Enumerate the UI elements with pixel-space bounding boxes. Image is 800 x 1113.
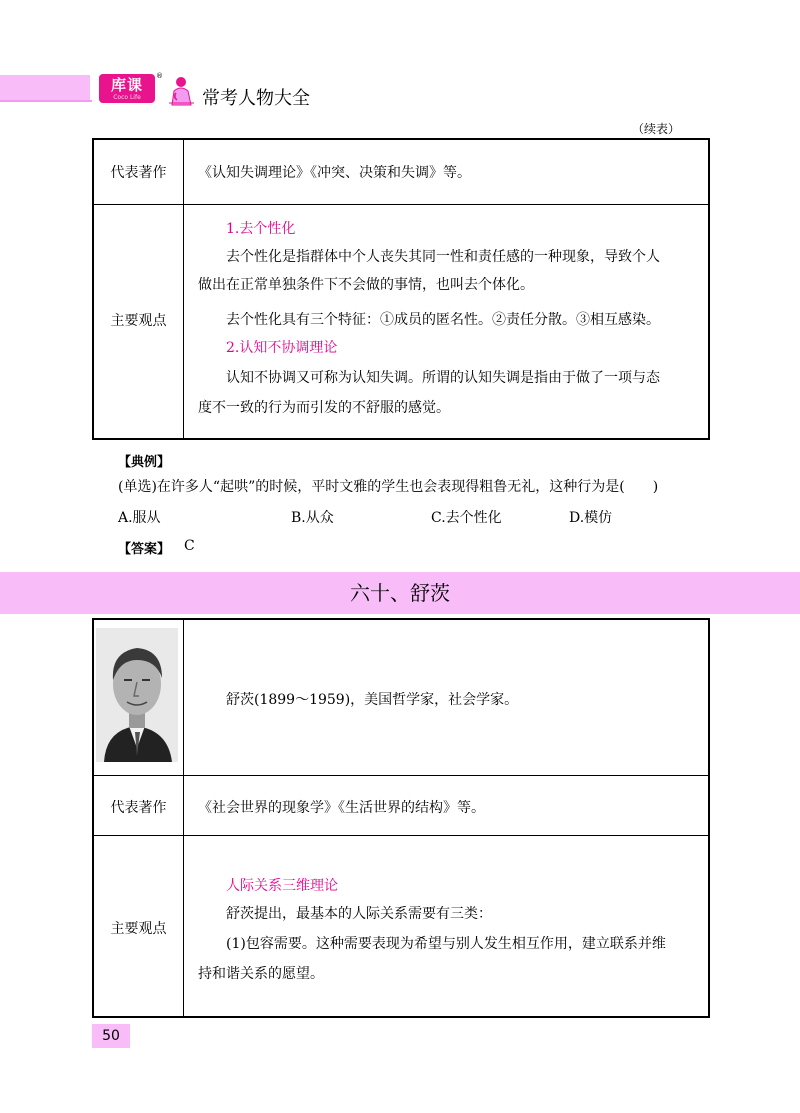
portrait-photo-icon <box>96 628 178 762</box>
subheading-firo-theory: 人际关系三维理论 <box>226 878 338 894</box>
paragraph-line: 去个性化是指群体中个人丧失其同一性和责任感的一种现象，导致个人 <box>226 249 660 265</box>
section-title: 六十、舒茨 <box>350 581 450 605</box>
table-row-divider <box>94 775 708 776</box>
paragraph-line: 持和谐关系的愿望。 <box>198 966 324 982</box>
answer-heading: 【答案】 <box>118 542 171 557</box>
continued-table-note: （续表） <box>632 122 681 136</box>
works-label: 代表著作 <box>110 800 167 816</box>
table-column-divider <box>183 140 184 438</box>
example-heading: 【典例】 <box>118 455 171 470</box>
views-label: 主要观点 <box>110 921 167 937</box>
continued-profile-table <box>92 138 710 440</box>
works-value: 《认知失调理论》《冲突、决策和失调》等。 <box>198 165 471 181</box>
works-value: 《社会世界的现象学》《生活世界的结构》等。 <box>198 800 485 816</box>
table-column-divider <box>183 620 184 1016</box>
header-accent-line <box>0 100 92 102</box>
paragraph-line: 舒茨提出，最基本的人际关系需要有三类： <box>226 906 492 922</box>
logo-text: 库课 <box>110 76 143 94</box>
header-accent-bar <box>0 75 90 101</box>
page-number: 50 <box>92 1024 130 1048</box>
paragraph-line: (1)包容需要。这种需要表现为希望与别人发生相互作用，建立联系并维 <box>226 936 666 952</box>
subheading-deindividuation: 1.去个性化 <box>226 221 296 237</box>
paragraph-line: 认知不协调又可称为认知失调。所谓的认知失调是指由于做了一项与态 <box>226 370 660 386</box>
registered-mark: ® <box>156 72 163 80</box>
option-a: A.服从 <box>118 510 161 526</box>
option-d: D.模仿 <box>569 510 613 526</box>
table-row-divider <box>94 204 708 205</box>
views-label: 主要观点 <box>110 313 167 329</box>
option-c: C.去个性化 <box>431 510 502 526</box>
logo-subtext: Coco Life <box>113 94 141 101</box>
profile-table <box>92 618 710 1018</box>
example-question: (单选)在许多人“起哄”的时候，平时文雅的学生也会表现得粗鲁无礼，这种行为是( ) <box>118 479 659 495</box>
paragraph-line: 去个性化具有三个特征：①成员的匿名性。②责任分散。③相互感染。 <box>226 312 660 328</box>
thinker-figure-icon <box>164 75 198 107</box>
option-b: B.从众 <box>291 510 334 526</box>
answer-value: C <box>184 538 195 554</box>
brand-logo <box>99 74 155 103</box>
paragraph-line: 度不一致的行为而引发的不舒服的感觉。 <box>198 400 450 416</box>
table-row-divider <box>94 835 708 836</box>
works-label: 代表著作 <box>110 165 167 181</box>
paragraph-line: 做出在正常单独条件下不会做的事情，也叫去个体化。 <box>198 277 534 293</box>
subheading-cognitive-dissonance: 2.认知不协调理论 <box>226 340 338 356</box>
bio-text: 舒茨(1899～1959)，美国哲学家，社会学家。 <box>226 692 519 708</box>
book-title: 常考人物大全 <box>202 88 310 109</box>
